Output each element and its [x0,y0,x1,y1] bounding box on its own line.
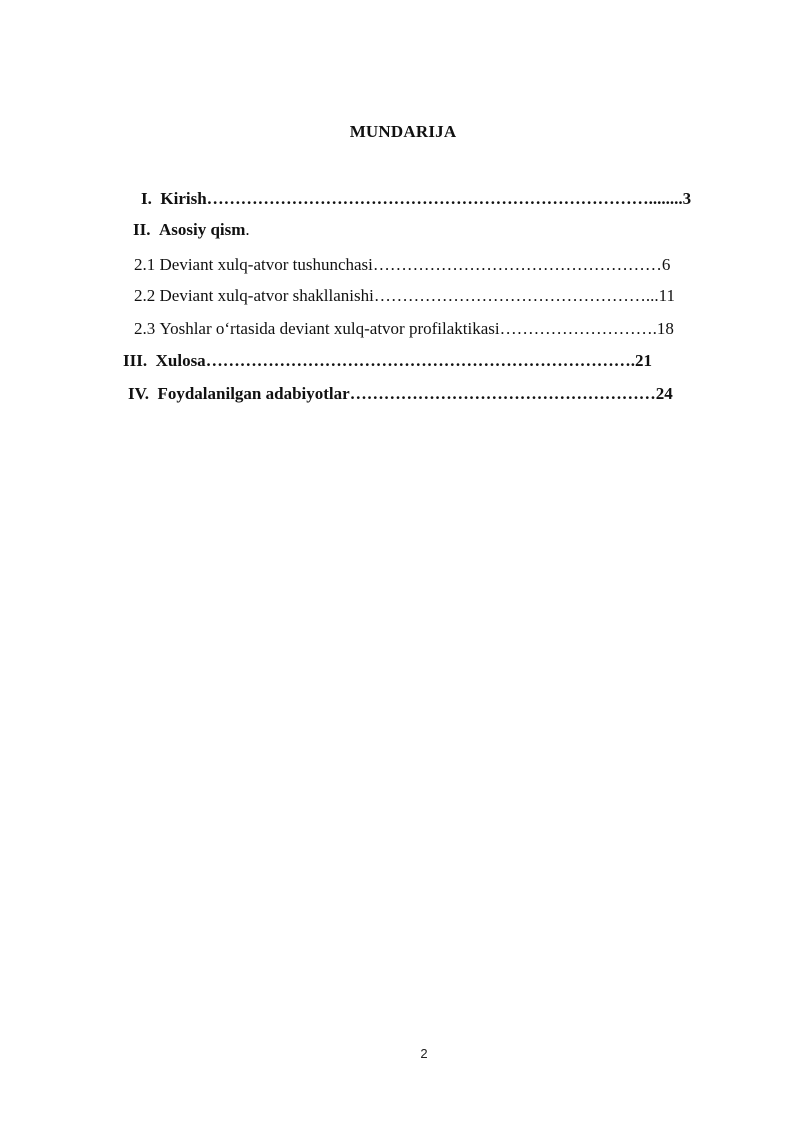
toc-entry-label: Deviant xulq-atvor tushunchasi [155,255,373,274]
toc-entry-page: .21 [630,351,652,370]
toc-entry-2-3 [134,318,738,340]
toc-entry-label: Deviant xulq-atvor shakllanishi [159,286,374,305]
page-title: MUNDARIJA [349,122,457,141]
toc-entry-punctuation: . [245,220,250,239]
toc-entry-label: Kirish [160,189,207,208]
toc-entry-label: Xulosa [155,351,206,370]
toc-entry-label: Foydalanilgan adabiyotlar [157,384,350,403]
toc-entry-asosiy-qism [133,219,433,241]
toc-entry-leader: …………………………………………… [372,255,662,274]
toc-entry-page: ........3 [648,189,692,208]
toc-entry-number: IV. [128,384,149,403]
toc-entry-kirish [141,188,737,210]
toc-entry-leader: …………………………………………………………………… [206,189,649,208]
toc-entry-page: ...11 [645,286,675,305]
page-number: 2 [420,1046,428,1061]
toc-entry-number: 2.2 [134,286,156,305]
toc-entry-2-1 [134,254,738,276]
toc-entry-number: I. [141,189,152,208]
toc-entry-number: 2.3 [134,319,156,338]
toc-entry-leader: ………………………………………………………………… [205,351,631,370]
toc-entry-label: Yoshlar o‘rtasida deviant xulq-atvor profilaktikasi [159,319,500,338]
toc-entry-xulosa [123,350,735,372]
toc-entry-page: 6 [661,255,671,274]
toc-entry-page: .18 [652,319,674,338]
toc-entry-leader: ……………………… [499,319,653,338]
toc-entry-leader: ……………………………………………… [349,384,656,403]
toc-entry-number: II. [133,220,151,239]
toc-entry-leader: ………………………………………… [373,286,646,305]
toc-entry-foydalanilgan-adabiyotlar [128,383,738,405]
toc-entry-label: Asosiy qism [158,220,246,239]
toc-entry-number: III. [123,351,148,370]
toc-entry-page: 24 [655,384,673,403]
toc-entry-2-2 [134,285,738,307]
toc-entry-number: 2.1 [134,255,156,274]
